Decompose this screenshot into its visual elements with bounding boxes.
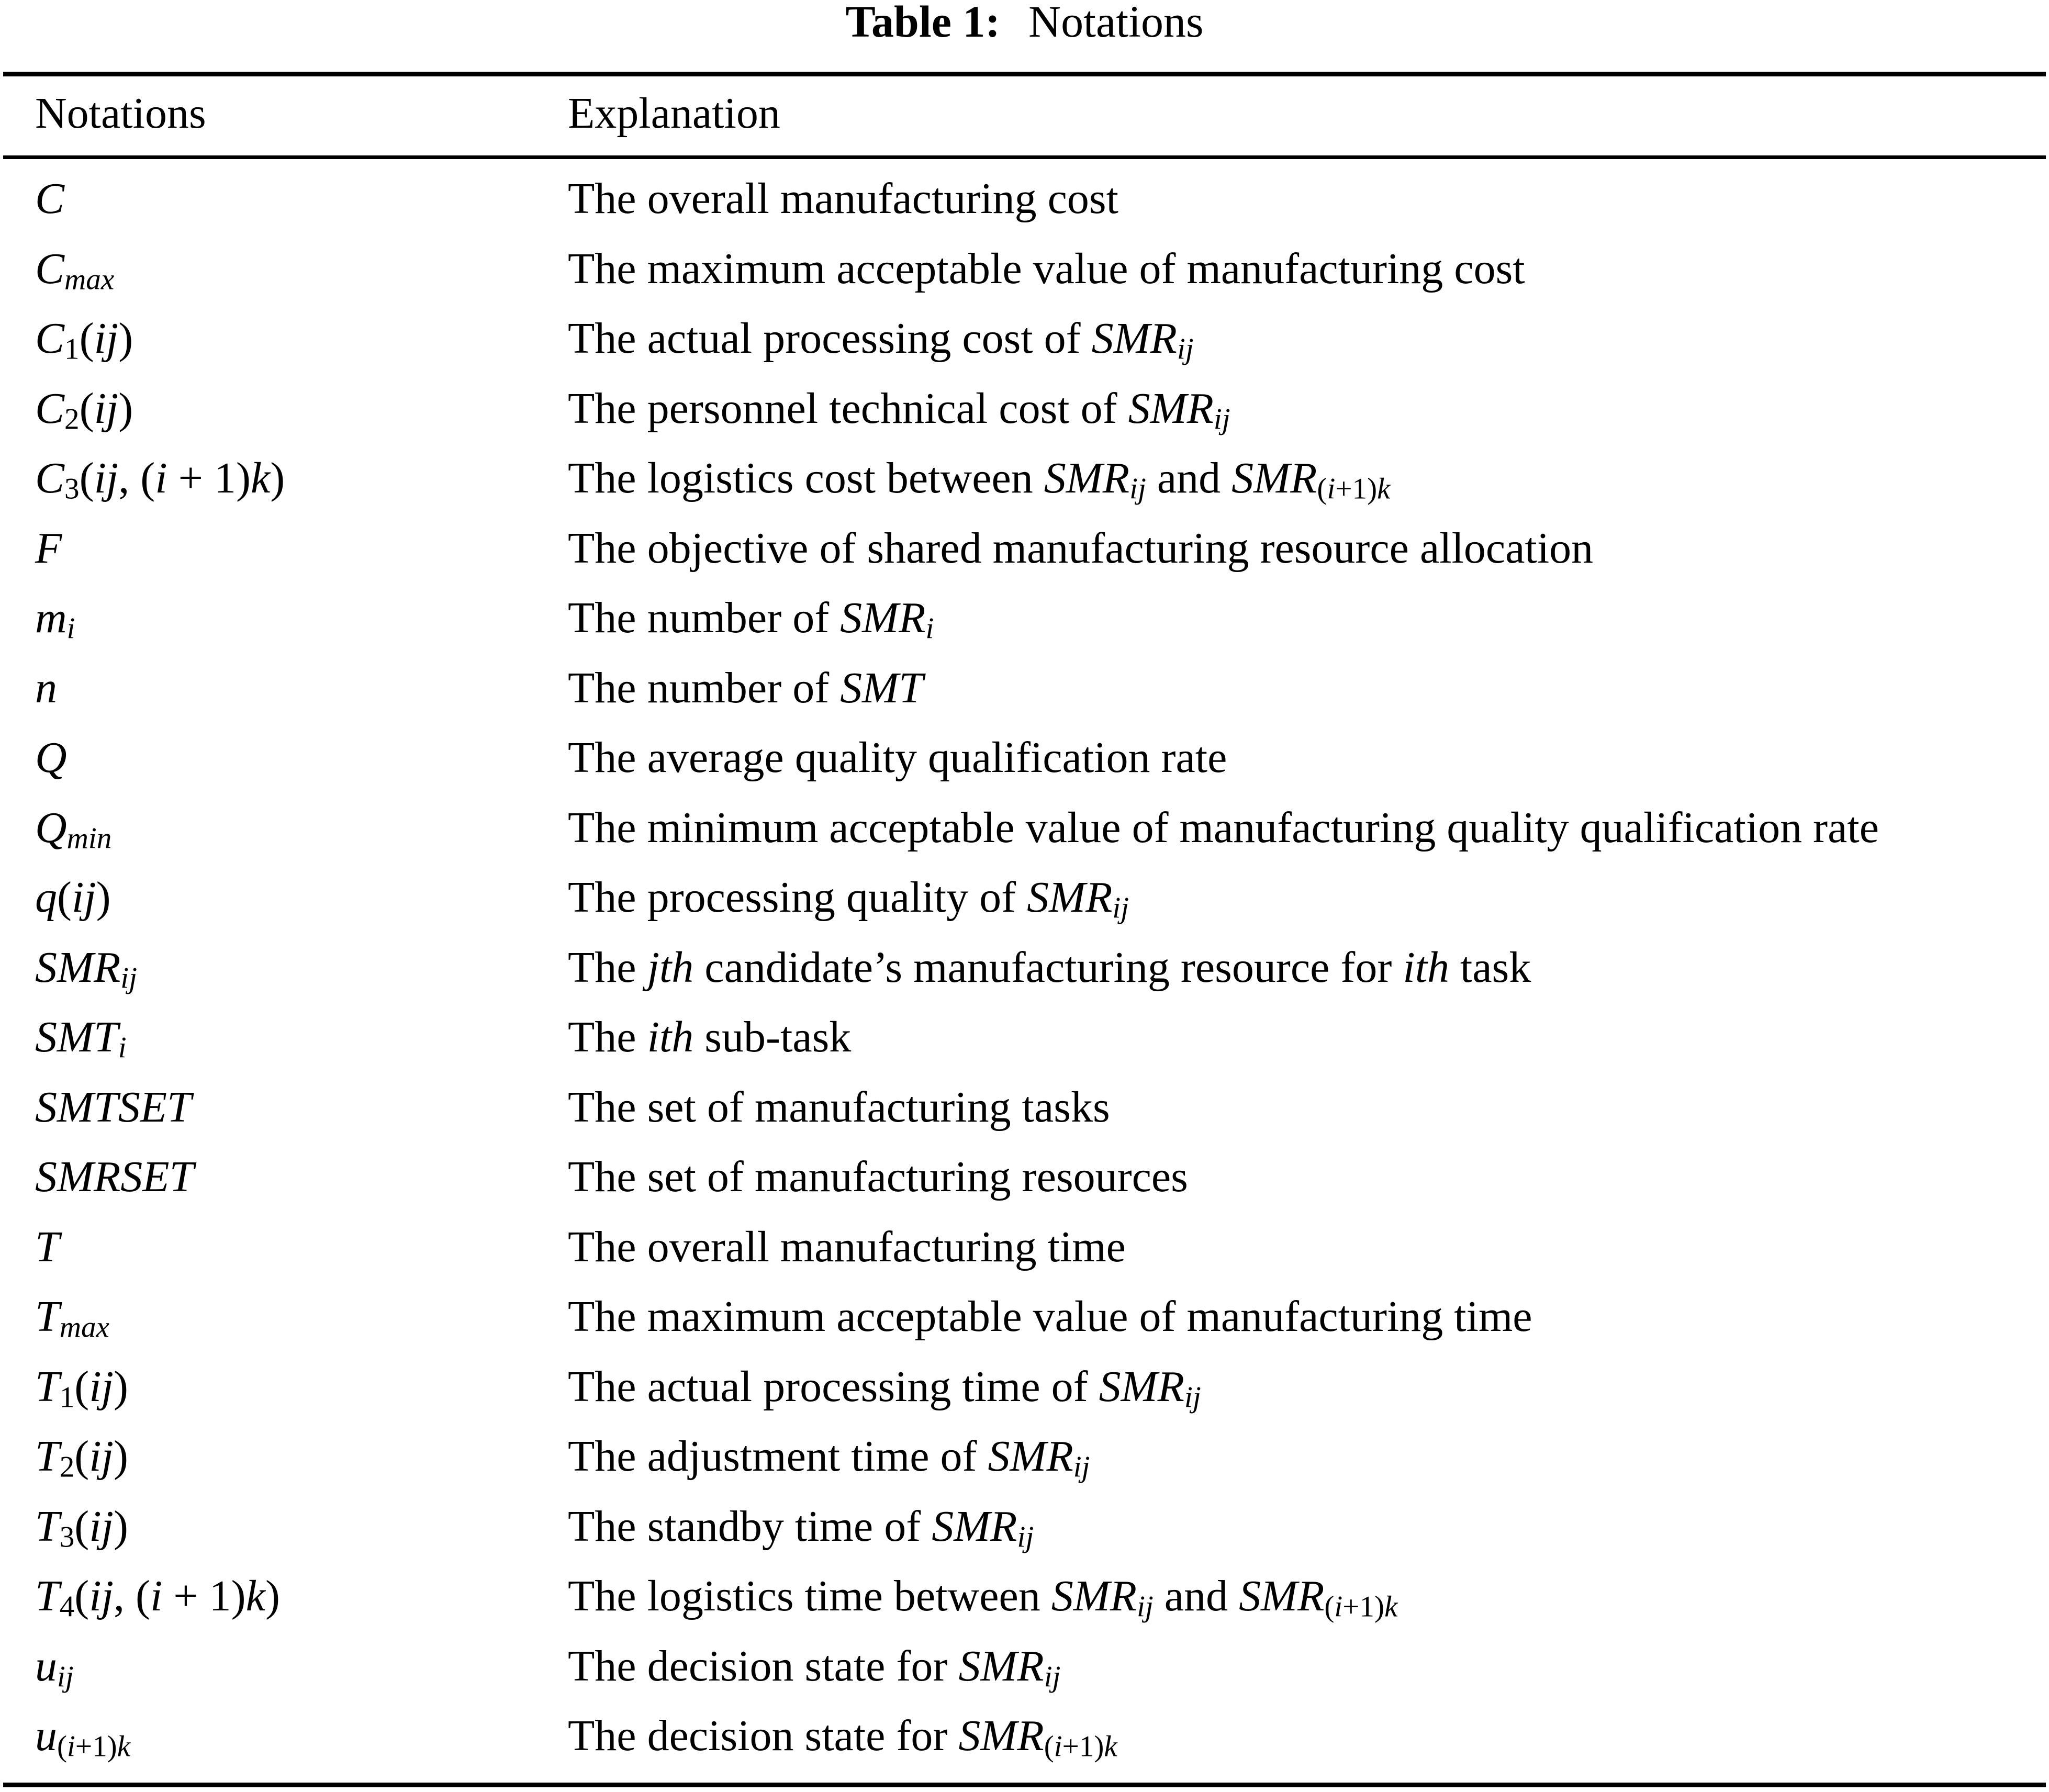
notation-cell: n — [35, 663, 57, 712]
explanation-cell: The jth candidate’s manufacturing resource for ith task — [568, 943, 1531, 992]
notation-cell: SMRSET — [35, 1152, 194, 1201]
table-row — [0, 1631, 2049, 1701]
explanation-cell: The minimum acceptable value of manufacturing quality qualification rate — [568, 803, 1879, 852]
notation-cell: $u_{ij}$ — [35, 1641, 74, 1693]
explanation-cell: The number of SMT — [568, 663, 923, 712]
table-row — [0, 723, 2049, 793]
bottom-rule — [3, 1783, 2046, 1787]
top-rule — [3, 72, 2046, 76]
notation-cell: $T_3(ij)$ — [35, 1502, 128, 1553]
table-row — [0, 513, 2049, 584]
explanation-cell: The decision state for $SMR_{(i+1)k}$ — [568, 1711, 1117, 1763]
table-row — [0, 1492, 2049, 1562]
table-body — [0, 164, 2049, 1771]
notation-cell: $m_i$ — [35, 593, 75, 645]
explanation-cell: The logistics cost between $SMR_{ij}$ and $SMR_{(i+1)k}$ — [568, 454, 1391, 506]
notation-cell: $T_4(ij$, (i + 1)k) — [35, 1572, 280, 1623]
table-row — [0, 793, 2049, 863]
explanation-cell: The set of manufacturing resources — [568, 1152, 1188, 1201]
notation-cell: $u_{(i+1)k}$ — [35, 1711, 131, 1763]
explanation-cell: The ith sub-task — [568, 1013, 852, 1061]
table-caption — [0, 0, 2049, 47]
notation-cell: $T_2(ij)$ — [35, 1432, 128, 1484]
caption-label: Table 1: — [845, 0, 1001, 47]
table-row — [0, 304, 2049, 374]
table-row — [0, 1072, 2049, 1143]
notation-cell: C — [35, 174, 65, 223]
notation-cell: $C_1(ij)$ — [35, 314, 133, 366]
explanation-cell: The decision state for $SMR_{ij}$ — [568, 1641, 1061, 1693]
notation-cell: F — [35, 523, 62, 573]
explanation-cell: The overall manufacturing time — [568, 1222, 1126, 1271]
header-rule — [3, 155, 2046, 159]
table-row — [0, 164, 2049, 234]
notation-cell: SMTSET — [35, 1082, 192, 1132]
column-header-notations: Notations — [35, 89, 206, 138]
explanation-cell: The overall manufacturing cost — [568, 174, 1118, 223]
table-row — [0, 933, 2049, 1003]
notation-cell: $Q_{min}$ — [35, 803, 112, 855]
table-row — [0, 863, 2049, 933]
notation-cell: q(ij) — [35, 873, 111, 922]
table-row — [0, 443, 2049, 513]
column-header-explanation: Explanation — [568, 89, 780, 138]
explanation-cell: The number of $SMR_i$ — [568, 593, 934, 645]
explanation-cell: The set of manufacturing tasks — [568, 1082, 1110, 1132]
table-header-row — [0, 79, 2049, 149]
table-row — [0, 1142, 2049, 1212]
explanation-cell: The personnel technical cost of $SMR_{ij}$ — [568, 384, 1230, 435]
explanation-cell: The maximum acceptable value of manufacturing time — [568, 1292, 1532, 1341]
notation-cell: T — [35, 1222, 60, 1271]
notation-cell: $SMT_i$ — [35, 1013, 127, 1065]
explanation-cell: The actual processing time of $SMR_{ij}$ — [568, 1362, 1201, 1414]
explanation-cell: The objective of shared manufacturing resource allocation — [568, 523, 1594, 573]
explanation-cell: The average quality qualification rate — [568, 733, 1227, 782]
explanation-cell: The maximum acceptable value of manufacturing cost — [568, 244, 1525, 293]
notation-cell: $SMR_{ij}$ — [35, 943, 138, 994]
table-row — [0, 1212, 2049, 1282]
notation-cell: $T_1(ij)$ — [35, 1362, 128, 1414]
table-row — [0, 1282, 2049, 1352]
table-row — [0, 374, 2049, 444]
explanation-cell: The actual processing cost of $SMR_{ij}$ — [568, 314, 1194, 366]
caption-title: Notations — [1028, 0, 1204, 47]
table-row — [0, 1701, 2049, 1771]
notation-cell: $C_{max}$ — [35, 244, 115, 296]
table-row — [0, 1421, 2049, 1492]
explanation-cell: The logistics time between $SMR_{ij}$ and $SMR_{(i+1)k}$ — [568, 1572, 1398, 1623]
notation-cell: $C_2(ij)$ — [35, 384, 133, 435]
table-row — [0, 234, 2049, 304]
explanation-cell: The processing quality of $SMR_{ij}$ — [568, 873, 1129, 925]
notation-cell: Q — [35, 733, 67, 782]
table-row — [0, 653, 2049, 723]
explanation-cell: The standby time of $SMR_{ij}$ — [568, 1502, 1034, 1553]
notation-cell: $T_{max}$ — [35, 1292, 109, 1344]
table-row — [0, 583, 2049, 653]
table-row — [0, 1002, 2049, 1072]
notation-cell: $C_3(ij$, (i + 1)k) — [35, 454, 285, 506]
explanation-cell: The adjustment time of $SMR_{ij}$ — [568, 1432, 1090, 1484]
table-row — [0, 1352, 2049, 1422]
table-row — [0, 1561, 2049, 1631]
